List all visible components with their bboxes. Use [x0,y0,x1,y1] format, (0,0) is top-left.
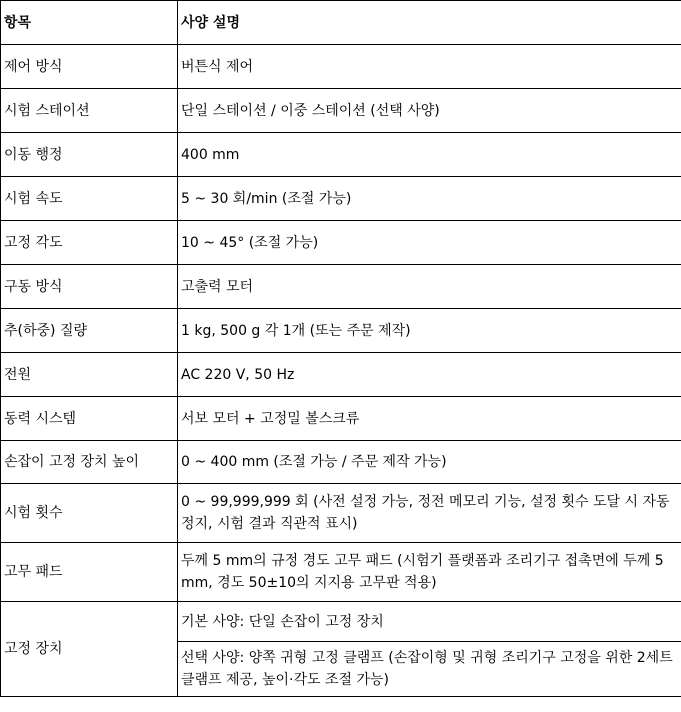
row-label: 시험 스테이션 [1,89,178,133]
row-value: 서보 모터 + 고정밀 볼스크류 [178,397,681,441]
table-row [1,543,681,602]
table-row [1,484,681,543]
row-value: 0 ~ 99,999,999 회 (사전 설정 가능, 정전 메모리 기능, 설정 횟수 도달 시 자동 정지, 시험 결과 직관적 표시) [178,484,681,543]
row-label: 제어 방식 [1,45,178,89]
row-label: 전원 [1,353,178,397]
row-value: 고출력 모터 [178,265,681,309]
row-label: 추(하중) 질량 [1,309,178,353]
row-label: 이동 행정 [1,133,178,177]
row-value: 단일 스테이션 / 이중 스테이션 (선택 사양) [178,89,681,133]
row-value: 두께 5 mm의 규정 경도 고무 패드 (시험기 플랫폼과 조리기구 접촉면에 두께 5 mm, 경도 50±10의 지지용 고무판 적용) [178,543,681,602]
row-label: 고정 각도 [1,221,178,265]
row-value: 버튼식 제어 [178,45,681,89]
fixture-basic: 기본 사양: 단일 손잡이 고정 장치 [178,602,681,642]
row-value: 1 kg, 500 g 각 1개 (또는 주문 제작) [178,309,681,353]
table-row [1,602,681,642]
table-row [1,353,681,397]
table-row [1,441,681,484]
table-row [1,265,681,309]
row-label: 손잡이 고정 장치 높이 [1,441,178,484]
fixture-label: 고정 장치 [1,602,178,697]
row-value: 5 ~ 30 회/min (조절 가능) [178,177,681,221]
row-value: 400 mm [178,133,681,177]
table-row [1,177,681,221]
fixture-optional: 선택 사양: 양쪽 귀형 고정 클램프 (손잡이형 및 귀형 조리기구 고정을 위한 2세트 클램프 제공, 높이·각도 조절 가능) [178,642,681,697]
table-row [1,221,681,265]
table-row [1,45,681,89]
row-label: 시험 횟수 [1,484,178,543]
row-value: 10 ~ 45° (조절 가능) [178,221,681,265]
table-row [1,133,681,177]
row-label: 동력 시스템 [1,397,178,441]
table-row [1,397,681,441]
row-label: 시험 속도 [1,177,178,221]
row-label: 고무 패드 [1,543,178,602]
table-row [1,89,681,133]
row-label: 구동 방식 [1,265,178,309]
header-description: 사양 설명 [178,1,681,45]
row-value: AC 220 V, 50 Hz [178,353,681,397]
table-header-row [1,1,681,45]
row-value: 0 ~ 400 mm (조절 가능 / 주문 제작 가능) [178,441,681,484]
table-row [1,309,681,353]
header-item: 항목 [1,1,178,45]
